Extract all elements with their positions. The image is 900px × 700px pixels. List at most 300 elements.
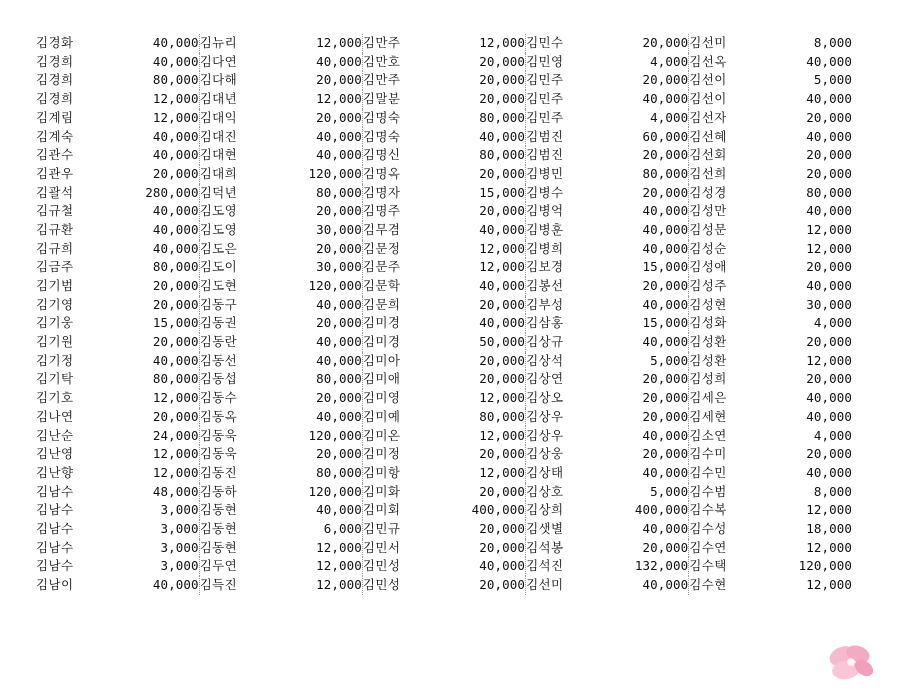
table-row — [36, 221, 852, 240]
donor-name-cell: 김동현 — [199, 501, 277, 520]
donation-amount-cell: 15,000 — [152, 315, 199, 331]
donation-amount-cell: 3,000 — [160, 520, 199, 536]
donor-name-cell: 김상우 — [526, 408, 604, 427]
donor-name-cell: 김문주 — [362, 258, 440, 277]
donor-name-cell: 김수성 — [689, 520, 767, 539]
donor-name-cell: 김동수 — [199, 389, 277, 408]
donor-name-cell: 김성화 — [689, 314, 767, 333]
donation-amount-cell: 3,000 — [160, 558, 199, 574]
donor-name-cell: 김남수 — [36, 483, 74, 499]
donor-name-cell: 김선자 — [689, 109, 767, 128]
donor-name-cell: 김명자 — [362, 184, 440, 203]
donation-amount-cell: 120,000 — [308, 278, 362, 294]
table-row — [36, 501, 852, 520]
donor-name-cell: 김남수 — [36, 520, 74, 536]
donor-name-cell: 김관수 — [36, 147, 74, 163]
donation-amount-cell: 40,000 — [479, 278, 526, 294]
donor-name-cell: 김도은 — [199, 240, 277, 259]
donation-amount-cell: 40,000 — [806, 203, 852, 219]
donor-name-cell: 김삼홍 — [526, 314, 604, 333]
donor-name-cell: 김병수 — [526, 184, 604, 203]
donor-name-cell: 김만주 — [362, 71, 440, 90]
donation-amount-cell: 20,000 — [479, 352, 526, 368]
donation-amount-cell: 40,000 — [316, 147, 362, 163]
donor-name-cell: 김성현 — [689, 296, 767, 315]
donation-amount-cell: 40,000 — [152, 240, 199, 256]
donor-name-cell: 김기정 — [36, 352, 74, 368]
donation-amount-cell: 20,000 — [479, 296, 526, 312]
donor-name-cell: 김규환 — [36, 221, 74, 237]
table-row — [36, 258, 852, 277]
donor-name-cell: 김범진 — [526, 127, 604, 146]
donation-amount-cell: 48,000 — [152, 483, 199, 499]
donor-name-cell: 김성환 — [689, 333, 767, 352]
donation-amount-cell: 20,000 — [806, 109, 852, 125]
donor-name-cell: 김동란 — [199, 333, 277, 352]
donation-amount-cell: 12,000 — [479, 259, 526, 275]
donation-amount-cell: 400,000 — [634, 502, 689, 518]
donor-name-cell: 김성희 — [689, 370, 767, 389]
donation-amount-cell: 20,000 — [152, 296, 199, 312]
donation-amount-cell: 80,000 — [152, 259, 199, 275]
donation-amount-cell: 4,000 — [650, 109, 689, 125]
donation-amount-cell: 12,000 — [316, 91, 362, 107]
donor-name-cell: 김관우 — [36, 165, 74, 181]
donation-amount-cell: 20,000 — [642, 184, 689, 200]
donor-name-cell: 김석봉 — [526, 539, 604, 558]
donor-name-cell: 김수미 — [689, 445, 767, 464]
donor-name-cell: 김민서 — [362, 539, 440, 558]
donor-name-cell: 김만주 — [362, 34, 440, 53]
donor-name-cell: 김기탁 — [36, 371, 74, 387]
donor-name-cell: 김선회 — [689, 146, 767, 165]
donor-name-cell: 김규희 — [36, 240, 74, 256]
donor-name-cell: 김대익 — [199, 109, 277, 128]
donor-name-cell: 김세현 — [689, 408, 767, 427]
donation-amount-cell: 80,000 — [642, 165, 689, 181]
donor-name-cell: 김뉴리 — [199, 34, 277, 53]
donation-amount-cell: 40,000 — [316, 128, 362, 144]
donation-amount-cell: 15,000 — [642, 259, 689, 275]
donation-amount-cell: 20,000 — [642, 371, 689, 387]
donation-amount-cell: 40,000 — [806, 408, 852, 424]
donor-name-cell: 김미예 — [362, 408, 440, 427]
donation-amount-cell: 20,000 — [479, 72, 526, 88]
table-row — [36, 483, 852, 502]
donor-name-cell: 김석진 — [526, 557, 604, 576]
donor-name-cell: 김계숙 — [36, 128, 74, 144]
table-row — [36, 165, 852, 184]
donor-name-cell: 김다해 — [199, 71, 277, 90]
donation-amount-cell: 40,000 — [479, 315, 526, 331]
donation-amount-cell: 40,000 — [152, 352, 199, 368]
table-row — [36, 240, 852, 259]
donation-amount-cell: 20,000 — [316, 109, 362, 125]
donor-name-cell: 김상오 — [526, 389, 604, 408]
donation-amount-cell: 20,000 — [316, 240, 362, 256]
donor-name-cell: 김미정 — [362, 445, 440, 464]
donation-amount-cell: 12,000 — [806, 539, 852, 555]
donation-amount-cell: 80,000 — [479, 109, 526, 125]
donation-amount-cell: 12,000 — [152, 446, 199, 462]
donation-amount-cell: 20,000 — [642, 408, 689, 424]
donor-name-cell: 김동선 — [199, 352, 277, 371]
donor-name-cell: 김무겸 — [362, 221, 440, 240]
donation-amount-cell: 20,000 — [642, 278, 689, 294]
donor-name-cell: 김동진 — [199, 464, 277, 483]
donor-name-cell: 김동구 — [199, 296, 277, 315]
donor-name-cell: 김보경 — [526, 258, 604, 277]
donation-amount-cell: 3,000 — [160, 502, 199, 518]
table-row — [36, 202, 852, 221]
donation-amount-cell: 20,000 — [479, 520, 526, 536]
donor-name-cell: 김대희 — [199, 165, 277, 184]
donor-name-cell: 김상우 — [526, 426, 604, 445]
donation-amount-cell: 20,000 — [479, 91, 526, 107]
donor-name-cell: 김성문 — [689, 221, 767, 240]
donation-amount-cell: 20,000 — [152, 408, 199, 424]
donation-amount-cell: 20,000 — [642, 446, 689, 462]
donor-name-cell: 김범진 — [526, 146, 604, 165]
donation-amount-cell: 40,000 — [806, 464, 852, 480]
donation-amount-cell: 20,000 — [152, 278, 199, 294]
donor-name-cell: 김병억 — [526, 202, 604, 221]
donor-name-cell: 김문정 — [362, 240, 440, 259]
donor-name-cell: 김남수 — [36, 502, 74, 518]
donor-name-cell: 김도영 — [199, 202, 277, 221]
donor-name-cell: 김상규 — [526, 333, 604, 352]
donation-amount-cell: 60,000 — [642, 128, 689, 144]
donor-name-cell: 김동하 — [199, 483, 277, 502]
donor-name-cell: 김민주 — [526, 90, 604, 109]
donor-name-cell: 김대년 — [199, 90, 277, 109]
donor-name-cell: 김경희 — [36, 72, 74, 88]
donor-name-cell: 김선이 — [689, 71, 767, 90]
donor-name-cell: 김부성 — [526, 296, 604, 315]
donation-amount-cell: 80,000 — [152, 72, 199, 88]
donation-amount-cell: 15,000 — [479, 184, 526, 200]
donor-name-cell: 김기호 — [36, 390, 74, 406]
donor-name-cell: 김민주 — [526, 109, 604, 128]
donation-amount-cell: 40,000 — [316, 408, 362, 424]
donor-name-cell: 김병훈 — [526, 221, 604, 240]
donor-name-cell: 김미화 — [362, 483, 440, 502]
donation-amount-cell: 40,000 — [152, 221, 199, 237]
donation-amount-cell: 40,000 — [152, 577, 199, 593]
donor-name-cell: 김동욱 — [199, 426, 277, 445]
donation-amount-cell: 80,000 — [479, 147, 526, 163]
donor-name-cell: 김선희 — [689, 165, 767, 184]
table-row — [36, 277, 852, 296]
table-row — [36, 184, 852, 203]
donor-name-cell: 김동욱 — [199, 445, 277, 464]
donor-name-cell: 김난영 — [36, 446, 74, 462]
donor-name-cell: 김문희 — [362, 296, 440, 315]
donation-amount-cell: 80,000 — [316, 464, 362, 480]
donor-name-cell: 김상희 — [526, 501, 604, 520]
table-row — [36, 127, 852, 146]
donor-table-body — [36, 34, 852, 595]
donor-name-cell: 김병희 — [526, 240, 604, 259]
donor-name-cell: 김동섭 — [199, 370, 277, 389]
donation-amount-cell: 40,000 — [806, 278, 852, 294]
donor-name-cell: 김상호 — [526, 483, 604, 502]
donor-name-cell: 김기범 — [36, 278, 74, 294]
donor-name-cell: 김미온 — [362, 426, 440, 445]
donation-amount-cell: 12,000 — [479, 240, 526, 256]
table-row — [36, 352, 852, 371]
table-row — [36, 109, 852, 128]
donation-amount-cell: 40,000 — [806, 390, 852, 406]
donation-amount-cell: 40,000 — [642, 334, 689, 350]
donor-name-cell: 김성경 — [689, 184, 767, 203]
donor-name-cell: 김미회 — [362, 501, 440, 520]
donation-amount-cell: 8,000 — [813, 35, 852, 51]
donation-amount-cell: 40,000 — [642, 221, 689, 237]
donation-amount-cell: 4,000 — [813, 315, 852, 331]
donation-amount-cell: 12,000 — [479, 390, 526, 406]
donation-amount-cell: 5,000 — [650, 352, 689, 368]
donation-amount-cell: 12,000 — [152, 464, 199, 480]
donor-name-cell: 김선혜 — [689, 127, 767, 146]
donor-name-cell: 김수복 — [689, 501, 767, 520]
table-row — [36, 426, 852, 445]
donation-amount-cell: 20,000 — [479, 203, 526, 219]
donor-name-cell: 김대현 — [199, 146, 277, 165]
donation-amount-cell: 20,000 — [152, 165, 199, 181]
donor-name-cell: 김경희 — [36, 91, 74, 107]
donor-name-cell: 김경화 — [36, 35, 74, 51]
donor-name-cell: 김동옥 — [199, 408, 277, 427]
donation-amount-cell: 20,000 — [479, 539, 526, 555]
donation-amount-cell: 20,000 — [316, 390, 362, 406]
donor-name-cell: 김수범 — [689, 483, 767, 502]
donation-amount-cell: 12,000 — [479, 427, 526, 443]
donation-amount-cell: 8,000 — [813, 483, 852, 499]
donation-amount-cell: 20,000 — [479, 53, 526, 69]
donation-amount-cell: 40,000 — [479, 558, 526, 574]
donation-amount-cell: 40,000 — [642, 520, 689, 536]
donation-amount-cell: 40,000 — [152, 203, 199, 219]
donor-name-cell: 김남수 — [36, 558, 74, 574]
donor-name-cell: 김다연 — [199, 53, 277, 72]
donation-amount-cell: 20,000 — [479, 371, 526, 387]
donation-amount-cell: 40,000 — [642, 296, 689, 312]
donation-amount-cell: 12,000 — [806, 502, 852, 518]
donor-name-cell: 김미항 — [362, 464, 440, 483]
donor-name-cell: 김선미 — [689, 34, 767, 53]
donor-name-cell: 김계림 — [36, 109, 74, 125]
donation-amount-cell: 40,000 — [806, 128, 852, 144]
donation-amount-cell: 30,000 — [806, 296, 852, 312]
donor-name-cell: 김동현 — [199, 520, 277, 539]
table-row — [36, 146, 852, 165]
donor-name-cell: 김민성 — [362, 576, 440, 595]
donation-amount-cell: 12,000 — [152, 109, 199, 125]
donation-amount-cell: 12,000 — [316, 35, 362, 51]
donor-name-cell: 김상연 — [526, 370, 604, 389]
donor-name-cell: 김말분 — [362, 90, 440, 109]
donor-name-cell: 김동권 — [199, 314, 277, 333]
donor-name-cell: 김도현 — [199, 277, 277, 296]
donation-amount-cell: 6,000 — [323, 520, 362, 536]
donation-amount-cell: 40,000 — [316, 352, 362, 368]
donor-name-cell: 김금주 — [36, 259, 74, 275]
donation-amount-cell: 30,000 — [316, 259, 362, 275]
donor-name-cell: 김세은 — [689, 389, 767, 408]
donation-amount-cell: 40,000 — [316, 53, 362, 69]
donation-amount-cell: 40,000 — [642, 577, 689, 593]
donation-amount-cell: 24,000 — [152, 427, 199, 443]
table-row — [36, 90, 852, 109]
donation-amount-cell: 40,000 — [316, 296, 362, 312]
donation-amount-cell: 30,000 — [316, 221, 362, 237]
donor-name-cell: 김난순 — [36, 427, 74, 443]
donor-table — [36, 34, 852, 595]
donation-amount-cell: 12,000 — [316, 558, 362, 574]
donor-list-sheet — [36, 34, 852, 595]
donation-amount-cell: 280,000 — [145, 184, 199, 200]
donor-name-cell: 김성환 — [689, 352, 767, 371]
donor-name-cell: 김성순 — [689, 240, 767, 259]
donation-amount-cell: 20,000 — [806, 371, 852, 387]
table-row — [36, 296, 852, 315]
donation-amount-cell: 12,000 — [806, 577, 852, 593]
donation-amount-cell: 12,000 — [316, 577, 362, 593]
donation-amount-cell: 40,000 — [806, 53, 852, 69]
donation-amount-cell: 120,000 — [308, 427, 362, 443]
donation-amount-cell: 20,000 — [806, 446, 852, 462]
donor-name-cell: 김명옥 — [362, 165, 440, 184]
donor-name-cell: 김기웅 — [36, 315, 74, 331]
flower-decoration-icon — [820, 640, 878, 684]
donor-name-cell: 김민수 — [526, 34, 604, 53]
donor-name-cell: 김명주 — [362, 202, 440, 221]
donation-amount-cell: 40,000 — [642, 240, 689, 256]
donor-name-cell: 김수현 — [689, 576, 767, 595]
donation-amount-cell: 12,000 — [479, 464, 526, 480]
table-row — [36, 445, 852, 464]
donation-amount-cell: 120,000 — [798, 558, 852, 574]
donor-name-cell: 김덕년 — [199, 184, 277, 203]
table-row — [36, 34, 852, 53]
donor-name-cell: 김민규 — [362, 520, 440, 539]
donor-name-cell: 김도영 — [199, 221, 277, 240]
donor-name-cell: 김난향 — [36, 464, 74, 480]
donor-name-cell: 김기영 — [36, 296, 74, 312]
donation-amount-cell: 132,000 — [634, 558, 689, 574]
donation-amount-cell: 40,000 — [479, 221, 526, 237]
donation-amount-cell: 20,000 — [316, 315, 362, 331]
donation-amount-cell: 15,000 — [642, 315, 689, 331]
donation-amount-cell: 5,000 — [650, 483, 689, 499]
donation-amount-cell: 20,000 — [316, 446, 362, 462]
donation-amount-cell: 40,000 — [479, 128, 526, 144]
donation-amount-cell: 40,000 — [152, 53, 199, 69]
donor-name-cell: 김수연 — [689, 539, 767, 558]
donation-amount-cell: 12,000 — [479, 35, 526, 51]
donation-amount-cell: 5,000 — [813, 72, 852, 88]
donor-name-cell: 김명신 — [362, 146, 440, 165]
donation-amount-cell: 20,000 — [642, 72, 689, 88]
donation-amount-cell: 50,000 — [479, 334, 526, 350]
donor-name-cell: 김선이 — [689, 90, 767, 109]
donation-amount-cell: 80,000 — [152, 371, 199, 387]
donation-amount-cell: 80,000 — [806, 184, 852, 200]
donation-amount-cell: 40,000 — [316, 502, 362, 518]
donation-amount-cell: 20,000 — [152, 334, 199, 350]
donation-amount-cell: 400,000 — [471, 502, 526, 518]
donor-name-cell: 김경희 — [36, 53, 74, 69]
donation-amount-cell: 20,000 — [316, 72, 362, 88]
donation-amount-cell: 40,000 — [642, 203, 689, 219]
table-row — [36, 539, 852, 558]
donor-name-cell: 김미아 — [362, 352, 440, 371]
donor-name-cell: 김선미 — [526, 576, 604, 595]
donation-amount-cell: 20,000 — [316, 203, 362, 219]
donor-name-cell: 김미영 — [362, 389, 440, 408]
donation-amount-cell: 3,000 — [160, 539, 199, 555]
donor-name-cell: 김수민 — [689, 464, 767, 483]
table-row — [36, 520, 852, 539]
donation-amount-cell: 20,000 — [806, 165, 852, 181]
donor-name-cell: 김봉선 — [526, 277, 604, 296]
donor-name-cell: 김규철 — [36, 203, 74, 219]
donation-amount-cell: 18,000 — [806, 520, 852, 536]
donation-amount-cell: 80,000 — [316, 184, 362, 200]
donor-name-cell: 김샛별 — [526, 520, 604, 539]
donation-amount-cell: 120,000 — [308, 165, 362, 181]
donation-amount-cell: 40,000 — [642, 464, 689, 480]
table-row — [36, 389, 852, 408]
table-row — [36, 464, 852, 483]
table-row — [36, 408, 852, 427]
donor-name-cell: 김기원 — [36, 334, 74, 350]
donor-name-cell: 김문학 — [362, 277, 440, 296]
donor-name-cell: 김동현 — [199, 539, 277, 558]
table-row — [36, 71, 852, 90]
donor-name-cell: 김선옥 — [689, 53, 767, 72]
donation-amount-cell: 80,000 — [479, 408, 526, 424]
table-row — [36, 576, 852, 595]
table-row — [36, 53, 852, 72]
donation-amount-cell: 40,000 — [152, 128, 199, 144]
donation-amount-cell: 20,000 — [642, 539, 689, 555]
donation-amount-cell: 12,000 — [152, 390, 199, 406]
donation-amount-cell: 20,000 — [642, 35, 689, 51]
donation-amount-cell: 80,000 — [316, 371, 362, 387]
donation-amount-cell: 20,000 — [806, 334, 852, 350]
table-row — [36, 333, 852, 352]
donor-name-cell: 김남이 — [36, 577, 74, 593]
donor-name-cell: 김득진 — [199, 576, 277, 595]
donation-amount-cell: 40,000 — [806, 91, 852, 107]
donor-name-cell: 김성만 — [689, 202, 767, 221]
donation-amount-cell: 120,000 — [308, 483, 362, 499]
donor-name-cell: 김민영 — [526, 53, 604, 72]
donor-name-cell: 김미애 — [362, 370, 440, 389]
donation-amount-cell: 20,000 — [479, 165, 526, 181]
table-row — [36, 370, 852, 389]
donor-name-cell: 김남수 — [36, 539, 74, 555]
donor-name-cell: 김명숙 — [362, 127, 440, 146]
donor-name-cell: 김민성 — [362, 557, 440, 576]
table-row — [36, 314, 852, 333]
donor-name-cell: 김상태 — [526, 464, 604, 483]
donation-amount-cell: 20,000 — [806, 147, 852, 163]
donation-amount-cell: 20,000 — [479, 446, 526, 462]
donor-name-cell: 김소연 — [689, 426, 767, 445]
